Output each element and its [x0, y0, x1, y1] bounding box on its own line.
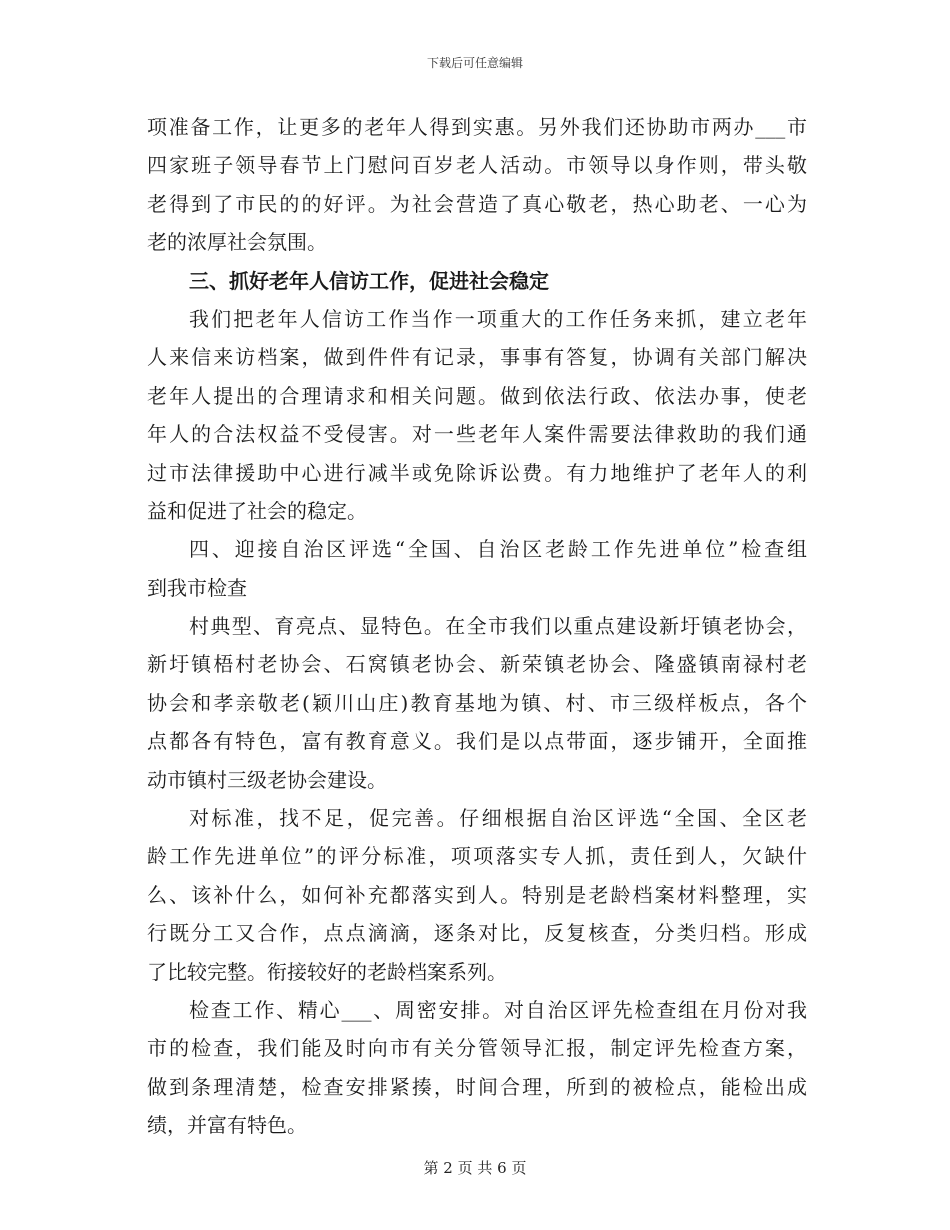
text-line: 对标准，找不足，促完善。仔细根据自治区评选“全国、全区老 — [189, 806, 807, 831]
text-line: 村典型、育亮点、显特色。在全市我们以重点建设新圩镇老协会， — [189, 614, 807, 639]
text-line: 检查工作、精心___、周密安排。对自治区评先检查组在月份对我 — [189, 997, 807, 1022]
text-line: 项准备工作，让更多的老年人得到实惠。另外我们还协助市两办___市 — [147, 115, 807, 139]
document-body — [147, 108, 807, 1145]
text-line: 点都各有特色，富有教育意义。我们是以点带面，逐步铺开，全面推 — [147, 729, 807, 754]
text-line: 四、迎接自治区评选“全国、自治区老龄工作先进单位”检查组 — [189, 537, 807, 562]
text-line: 动市镇村三级老协会建设。 — [147, 767, 387, 792]
section-heading: 三、抓好老年人信访工作，促进社会稳定 — [189, 268, 549, 293]
text-line: 老得到了市民的的好评。为社会营造了真心敬老，热心助老、一心为 — [147, 191, 807, 216]
page-header: 下载后可任意编辑 — [426, 56, 523, 70]
text-line: 做到条理清楚，检查安排紧揍，时间合理，所到的被检点，能检出成 — [147, 1074, 807, 1099]
text-line: 了比较完整。衔接较好的老龄档案系列。 — [147, 959, 507, 984]
text-line: 绩，并富有特色。 — [147, 1113, 307, 1138]
text-line: 市的检查，我们能及时向市有关分管领导汇报，制定评先检查方案， — [147, 1036, 807, 1061]
text-line: 么、该补什么，如何补充都落实到人。特别是老龄档案材料整理，实 — [147, 882, 807, 907]
text-line: 益和促进了社会的稳定。 — [147, 498, 367, 523]
text-line: 过市法律援助中心进行减半或免除诉讼费。有力地维护了老年人的利 — [147, 460, 807, 485]
text-line: 年人的合法权益不受侵害。对一些老年人案件需要法律救助的我们通 — [147, 422, 807, 447]
page-footer: 第 2 页 共 6 页 — [423, 1159, 527, 1177]
text-line: 老年人提出的合理请求和相关问题。做到依法行政、依法办事，使老 — [147, 383, 807, 408]
text-line: 我们把老年人信访工作当作一项重大的工作任务来抓，建立老年 — [189, 306, 807, 331]
text-line: 老的浓厚社会氛围。 — [147, 230, 327, 255]
text-line: 四家班子领导春节上门慰问百岁老人活动。市领导以身作则，带头敬 — [147, 153, 807, 178]
text-line: 协会和孝亲敬老(颖川山庄)教育基地为镇、村、市三级样板点，各个 — [147, 690, 807, 715]
text-line: 人来信来访档案，做到件件有记录，事事有答复，协调有关部门解决 — [147, 345, 807, 370]
text-line: 新圩镇梧村老协会、石窝镇老协会、新荣镇老协会、隆盛镇南禄村老 — [147, 652, 807, 677]
text-line: 龄工作先进单位”的评分标准，项项落实专人抓，责任到人，欠缺什 — [147, 844, 807, 869]
text-line: 行既分工又合作，点点滴滴，逐条对比，反复核查，分类归档。形成 — [147, 921, 807, 946]
text-line: 到我市检查 — [147, 575, 247, 600]
